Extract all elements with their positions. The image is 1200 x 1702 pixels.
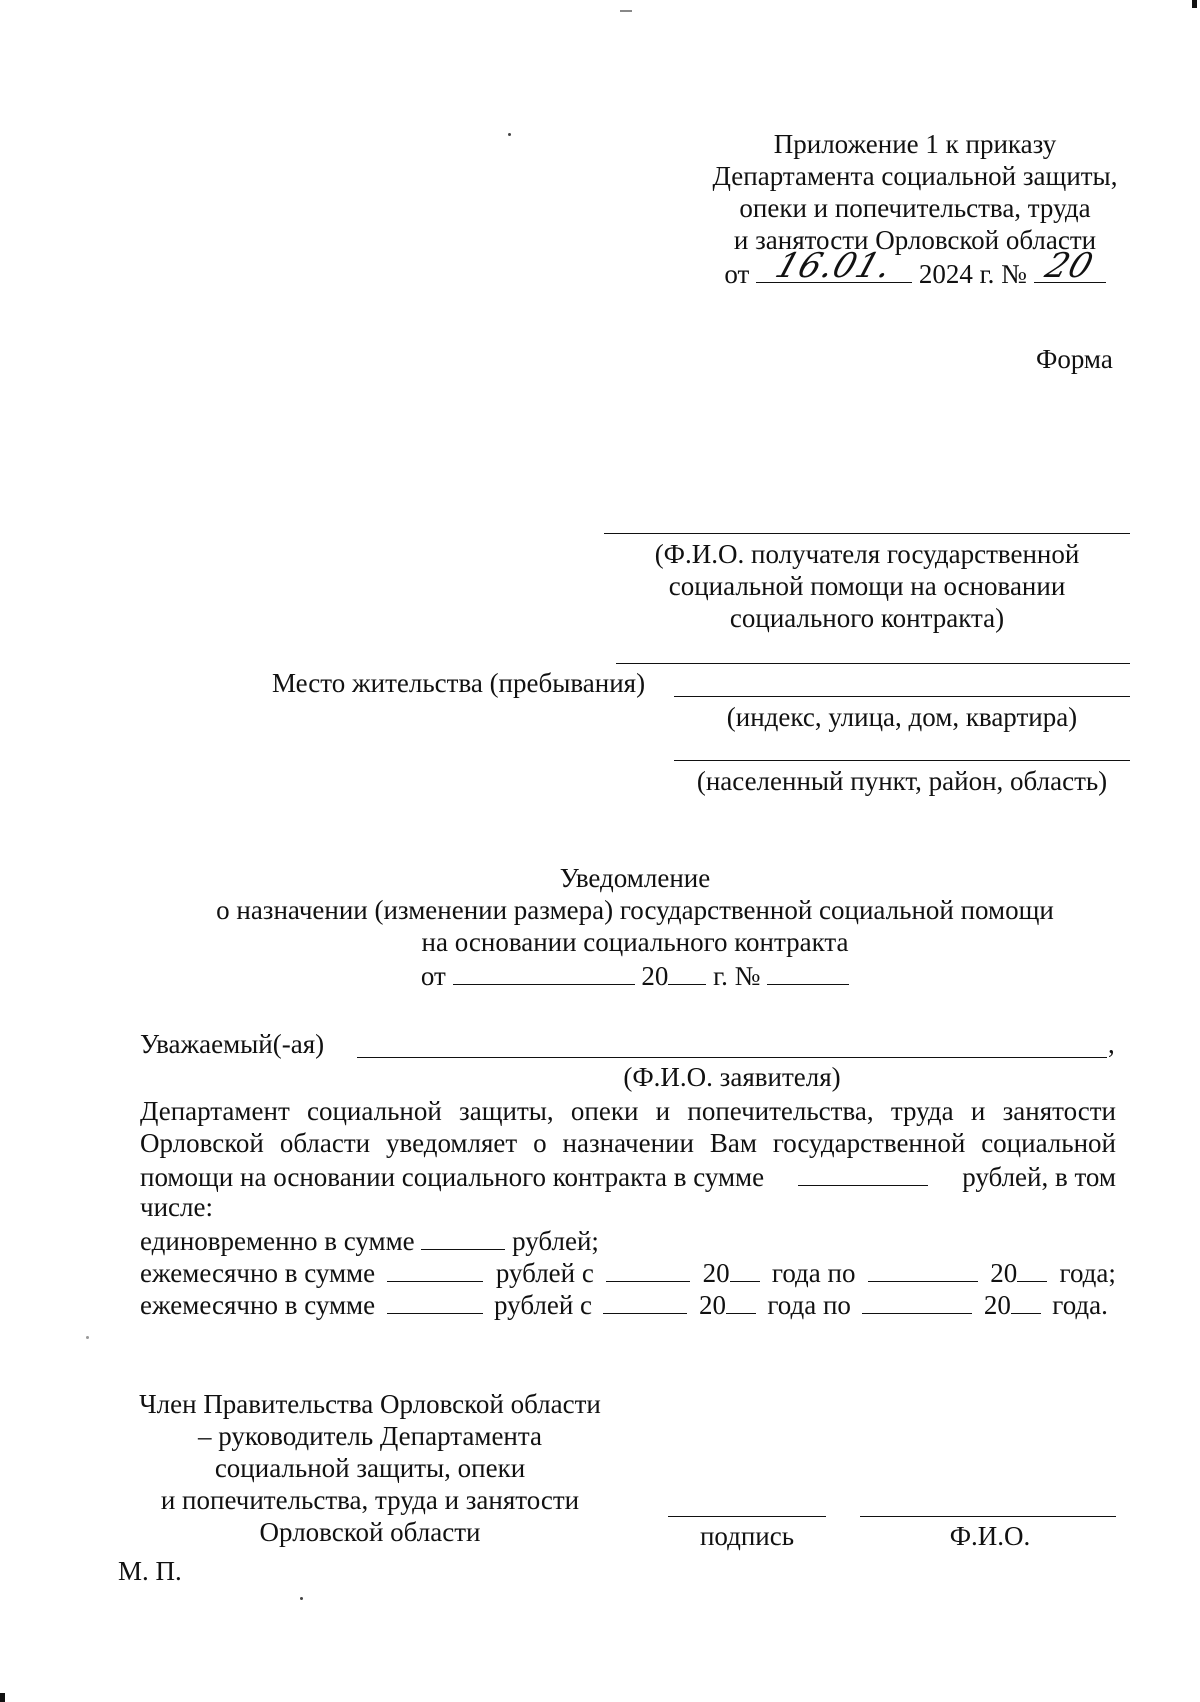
order-year-label: 2024 г. № [918,259,1027,289]
recipient-name-line [604,533,1130,534]
order-date-handwritten: 16.01. [770,246,898,286]
notice-year-field [668,958,706,985]
scan-edge-mark [0,1693,5,1702]
signatory-line-1: Член Правительства Орловской области [139,1389,601,1419]
monthly-line-2 [140,1287,1108,1321]
paragraph-line-3 [140,1159,1116,1193]
appendix-line-2: Департамента социальной защиты, [712,161,1118,191]
recipient-caption-line-1: (Ф.И.О. получателя государственной [654,539,1080,569]
monthly-end-century-1: 20 [990,1258,1018,1288]
appendix-line-3: опеки и попечительства, труда [739,193,1091,223]
recipient-caption-line-2: социальной помощи на основании [668,571,1066,601]
notice-date-century: 20 [641,961,669,991]
appendix-header [680,128,1150,290]
locality-caption: (населенный пункт, район, область) [696,766,1108,796]
monthly-end-date-field-1 [868,1255,978,1282]
recipient-caption [604,538,1130,634]
monthly-end-century-2: 20 [983,1290,1011,1320]
paragraph-line-4: числе: [140,1192,213,1222]
applicant-name-line [357,1057,1107,1058]
applicant-caption: (Ф.И.О. заявителя) [623,1062,841,1092]
monthly-year-end-2: года. [1052,1290,1108,1320]
notice-date-from: от [420,961,446,991]
monthly-start-year-field-1 [730,1255,760,1282]
monthly-start-century-1: 20 [702,1258,730,1288]
monthly-end-year-field-1 [1017,1255,1047,1282]
lump-sum-line [140,1223,599,1257]
monthly-start-year-field-2 [726,1287,756,1314]
monthly-sum-field-2 [387,1287,483,1314]
monthly-label-1: ежемесячно в сумме [140,1258,376,1288]
notice-title-line-2: о назначении (изменении размера) государственной социальной помощи [216,895,1054,925]
scan-speck [300,1597,303,1600]
monthly-line-1 [140,1255,1116,1289]
scan-speck [86,1336,89,1339]
appendix-line-1: Приложение 1 к приказу [773,129,1057,159]
order-from-label: от [724,259,750,289]
form-label: Форма [1036,344,1113,374]
scan-speck [508,133,511,136]
signatory-line-2: – руководитель Департамента [198,1421,542,1451]
notice-title-line-3: на основании социального контракта [421,927,849,957]
notice-date-field [453,958,635,985]
order-number-handwritten: 20 [1040,246,1099,286]
signatory-line-3: социальной защиты, опеки [214,1453,526,1483]
monthly-sum-field-1 [387,1255,483,1282]
salutation: Уважаемый(-ая) [140,1029,325,1059]
monthly-label-2: ежемесячно в сумме [140,1290,376,1320]
signature-caption: подпись [699,1521,795,1551]
lump-sum-field [421,1223,505,1250]
signatory-line-5: Орловской области [259,1517,481,1547]
appendix-line-4: и занятости Орловской области [733,225,1097,255]
paragraph-line-2: Орловской области уведомляет о назначении Вам государственной социальной [140,1128,1116,1158]
monthly-year-end-1: года; [1059,1258,1116,1288]
address-caption: (индекс, улица, дом, квартира) [726,702,1078,732]
notice-date-line [100,958,1170,992]
signature-name-caption: Ф.И.О. [949,1521,1031,1551]
appendix-order-line [680,246,1150,290]
signatory-line-4: и попечительства, труда и занятости [160,1485,580,1515]
notice-title [100,862,1170,992]
order-number-field [1034,246,1106,286]
notice-number-label: г. № [713,961,761,991]
recipient-extra-line [616,663,1130,664]
signature-line [668,1516,826,1517]
scan-speck [620,10,632,12]
salutation-comma: , [1108,1029,1115,1059]
monthly-rub-from-1: рублей с [495,1258,594,1288]
notice-number-field [767,958,849,985]
signature-name-line [860,1516,1116,1517]
residence-locality-line [674,760,1130,761]
seal-place: М. П. [118,1556,182,1586]
residence-label: Место жительства (пребывания) [272,668,646,698]
monthly-start-century-2: 20 [698,1290,726,1320]
order-date-field [756,246,912,286]
total-sum-field [798,1159,928,1186]
monthly-start-date-field-2 [603,1287,687,1314]
paragraph-line-3-start: помощи на основании социального контракта в сумме [140,1162,765,1192]
signatory-title [110,1388,630,1548]
monthly-start-date-field-1 [606,1255,690,1282]
monthly-end-date-field-2 [862,1287,972,1314]
monthly-end-year-field-2 [1011,1287,1041,1314]
lump-sum-currency: рублей; [512,1226,599,1256]
monthly-rub-from-2: рублей с [494,1290,593,1320]
monthly-year-to-2: года по [767,1290,851,1320]
notice-title-heading: Уведомление [559,863,711,893]
residence-address-line [674,696,1130,697]
paragraph-line-3-end: рублей, в том [962,1162,1116,1192]
scan-edge-mark [1192,0,1197,8]
recipient-caption-line-3: социального контракта) [729,603,1005,633]
paragraph-line-1: Департамент социальной защиты, опеки и попечительства, труда и занятости [140,1096,1116,1126]
lump-sum-label: единовременно в сумме [140,1226,415,1256]
monthly-year-to-1: года по [771,1258,856,1288]
